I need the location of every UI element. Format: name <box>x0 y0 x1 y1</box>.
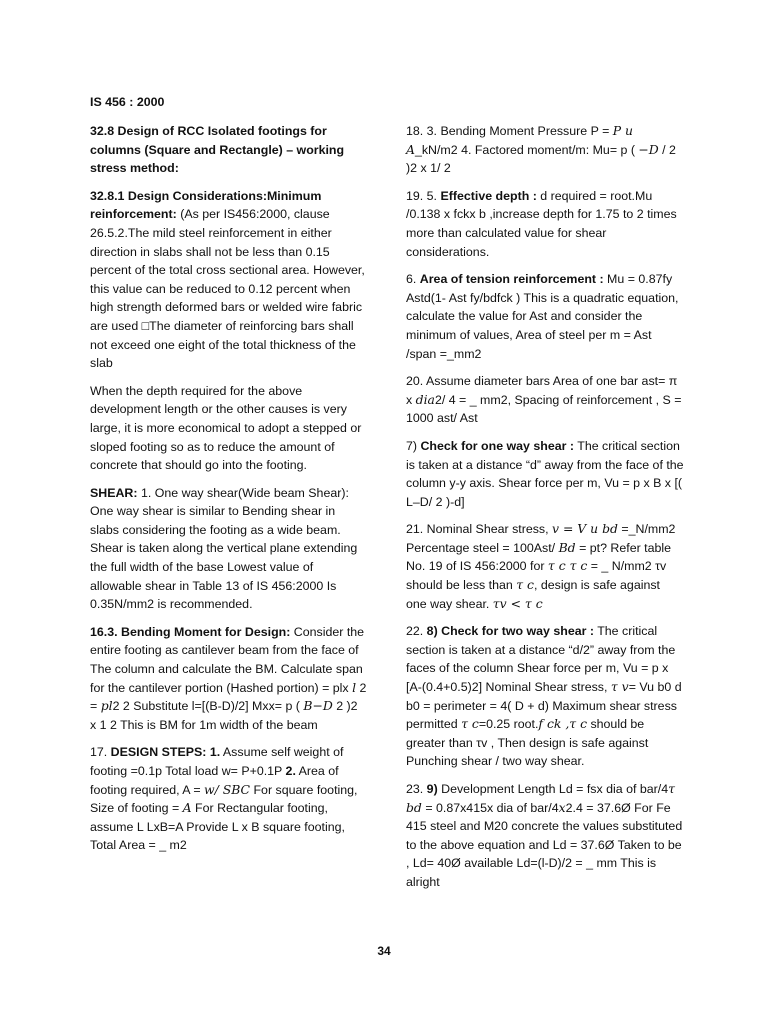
effective-depth-text: 19. 5. <box>406 188 441 203</box>
math-dia: dia <box>415 391 435 407</box>
shear-paragraph <box>90 484 367 614</box>
design-steps-text: 17. <box>90 745 111 760</box>
design-considerations-text: (As per IS456:2000, clause 26.5.2.The mild steel reinforcement in either direction in slabs shall not be less than 0.15 percent of the total cross sectional area. However, this value can be reduced to 0.12 percent when high strength deformed bars or welded wire fabric are used □The diameter of reinforcing bars shall not exceed one eight of the total thickness of the slab <box>90 207 365 371</box>
design-steps-text: For square footing, Size of footing = <box>90 782 358 816</box>
design-steps-text: For Rectangular footing, assume L LxB=A Provide L x B square footing, Total Area = _ m2 <box>90 801 345 853</box>
two-way-shear-text: 22. <box>406 624 427 639</box>
math-tau-v-less-tau-c: τv < τ c <box>492 595 543 611</box>
bending-moment-text: 2 2 Substitute l=[(B-D)/2] Mxx= p ( <box>112 699 304 714</box>
design-considerations-paragraph <box>90 187 367 373</box>
math-tau-c: τ c <box>461 716 479 732</box>
design-steps-text: Area of footing required, A = <box>90 764 339 797</box>
bending-pressure-text: 18. 3. Bending Moment Pressure P = <box>406 124 613 138</box>
development-length-text: 23. <box>406 782 427 796</box>
one-way-shear-heading: Check for one way shear : <box>420 438 575 453</box>
tension-reinforcement-text: Mu = 0.87fy Astd(1- Ast fy/bdfck ) This is a quadratic equation, calculate the value for Ast and consider the minimum of values, Area of steel per m = Ast /span =_mm2 <box>406 272 679 361</box>
math-fck-tau-c: f ck ,τ c <box>538 716 588 732</box>
effective-depth-heading: Effective depth : <box>440 188 537 203</box>
development-length-paragraph <box>406 780 684 892</box>
shear-heading: SHEAR: <box>90 485 138 500</box>
development-length-text: Development Length Ld = fsx dia of bar/4 <box>437 782 669 796</box>
bending-moment-text: Consider the entire footing as cantilever beam from the face of The column and calculate the BM. Calculate span for the cantilever portion (Hashed portion) = plx <box>90 624 365 695</box>
one-way-shear-text: The critical section is taken at a distance “d” away from the face of the column y-y axis. Shear force per m, Vu = p x B x [( L–D/ 2 )-d] <box>406 438 684 509</box>
bar-diameter-text: 20. Assume diameter bars Area of one bar ast= π x <box>406 374 678 407</box>
right-column <box>406 122 684 901</box>
design-steps-step: 2. <box>285 764 296 778</box>
nominal-shear-text: 21. Nominal Shear stress, <box>406 522 552 537</box>
bending-moment-heading: 16.3. Bending Moment for Design: <box>90 624 291 639</box>
bar-diameter-paragraph <box>406 372 684 428</box>
development-length-text: = 0.87x415x dia of bar/4 <box>421 800 559 815</box>
design-considerations-heading: 32.8.1 Design Considerations:Minimum reinforcement: <box>90 188 322 222</box>
bending-moment-text: 2 = <box>90 680 367 714</box>
nominal-shear-text: , design is safe against one way shear. <box>406 578 661 611</box>
one-way-shear-text: 7) <box>406 438 421 453</box>
math-tau-v: τ v <box>610 679 629 695</box>
effective-depth-paragraph <box>406 187 684 261</box>
two-way-shear-text: =0.25 root. <box>478 717 539 732</box>
shear-text: 1. One way shear(Wide beam Shear): One way shear is similar to Bending shear in slabs considering the footing as a wide beam. Shear is taken along the vertical plane extending the full width of the base Lowest value of allowable shear in Table 13 of IS 456:2000 Is 0.35N/mm2 is recommended. <box>90 485 358 612</box>
bending-pressure-text: _kN/m2 4. Factored moment/m: Mu= p ( <box>414 142 639 157</box>
design-steps-text: Assume self weight of footing =0.1p Total load w= P+0.1P <box>90 745 344 778</box>
bending-moment-text: 2 )2 x 1 2 This is BM for 1m width of the beam <box>90 699 358 732</box>
nominal-shear-paragraph <box>406 520 684 613</box>
math-l: l <box>352 679 357 695</box>
nominal-shear-text: = pt? Refer table No. 19 of IS 456:2000 for <box>406 540 672 574</box>
two-way-shear-text: The critical section is taken at a distance “d/2” away from the faces of the column Shear force per m, Vu = p x [A-(0.4+0.5)2] Nominal Shear stress, <box>406 624 676 695</box>
math-w-sbc: w/ SBC <box>204 781 251 797</box>
design-steps-heading: DESIGN STEPS: 1. <box>110 745 221 760</box>
two-way-shear-paragraph <box>406 622 684 771</box>
one-way-shear-paragraph <box>406 437 684 511</box>
math-minus-d: −D <box>638 141 659 157</box>
math-pl: pl <box>100 698 113 714</box>
effective-depth-text: d required = root.Mu /0.138 x fckx b ,increase depth for 1.75 to 2 times more than calculated value for shear considerations. <box>406 188 677 259</box>
section-32-8-heading: 32.8 Design of RCC Isolated footings for columns (Square and Rectangle) – working stress method: <box>90 124 345 176</box>
two-way-shear-text: should be greater than τv , Then design is safe against Punching shear / two way shear. <box>406 717 649 769</box>
math-tau-bd: τ bd <box>406 781 675 815</box>
left-column <box>90 122 367 864</box>
math-bd: Bd <box>558 539 576 555</box>
math-pu-a: P u A <box>406 123 634 157</box>
design-steps-paragraph <box>90 743 367 855</box>
math-a: A <box>182 800 192 816</box>
bending-pressure-text: / 2 )2 x 1/ 2 <box>406 142 676 176</box>
document-header: IS 456 : 2000 <box>90 95 165 109</box>
math-x: x <box>558 799 566 815</box>
math-tau-c: τ c <box>516 577 534 593</box>
tension-reinforcement-heading: Area of tension reinforcement : <box>419 272 604 287</box>
page-number: 34 <box>377 944 391 958</box>
bar-diameter-text: 2/ 4 = _ mm2, Spacing of reinforcement , S = 1000 ast/ Ast <box>406 392 682 426</box>
development-length-text: 2.4 = 37.6Ø For Fe 415 steel and M20 concrete the values substituted to the above equation and Ld = 37.6Ø Taken to be , Ld= 40Ø available Ld=(l-D)/2 = _ mm This is alright <box>406 800 683 889</box>
two-way-shear-text: = Vu b0 d b0 = perimeter = 4( D + d) Maximum shear stress permitted <box>406 680 682 732</box>
bending-moment-paragraph <box>90 623 367 735</box>
stepped-footing-paragraph: When the depth required for the above development length or the other causes is very large, it is more economical to adopt a stepped or sloped footing so as to reduce the amount of concrete that should go into the footing. <box>90 383 362 473</box>
math-tau-c: τ c τ c <box>547 558 588 574</box>
development-length-heading: 9) <box>426 782 438 796</box>
math-b-minus-d: B−D <box>303 698 333 714</box>
two-way-shear-heading: 8) Check for two way shear : <box>426 624 594 639</box>
tension-reinforcement-paragraph <box>406 270 684 363</box>
nominal-shear-text: = _ N/mm2 τv should be less than <box>406 559 667 593</box>
bending-pressure-paragraph <box>406 122 684 178</box>
tension-reinforcement-text: 6. <box>406 272 420 287</box>
math-v-vu-bd: v = V u bd <box>552 521 618 537</box>
nominal-shear-text: =_N/mm2 Percentage steel = 100Ast/ <box>406 522 676 555</box>
